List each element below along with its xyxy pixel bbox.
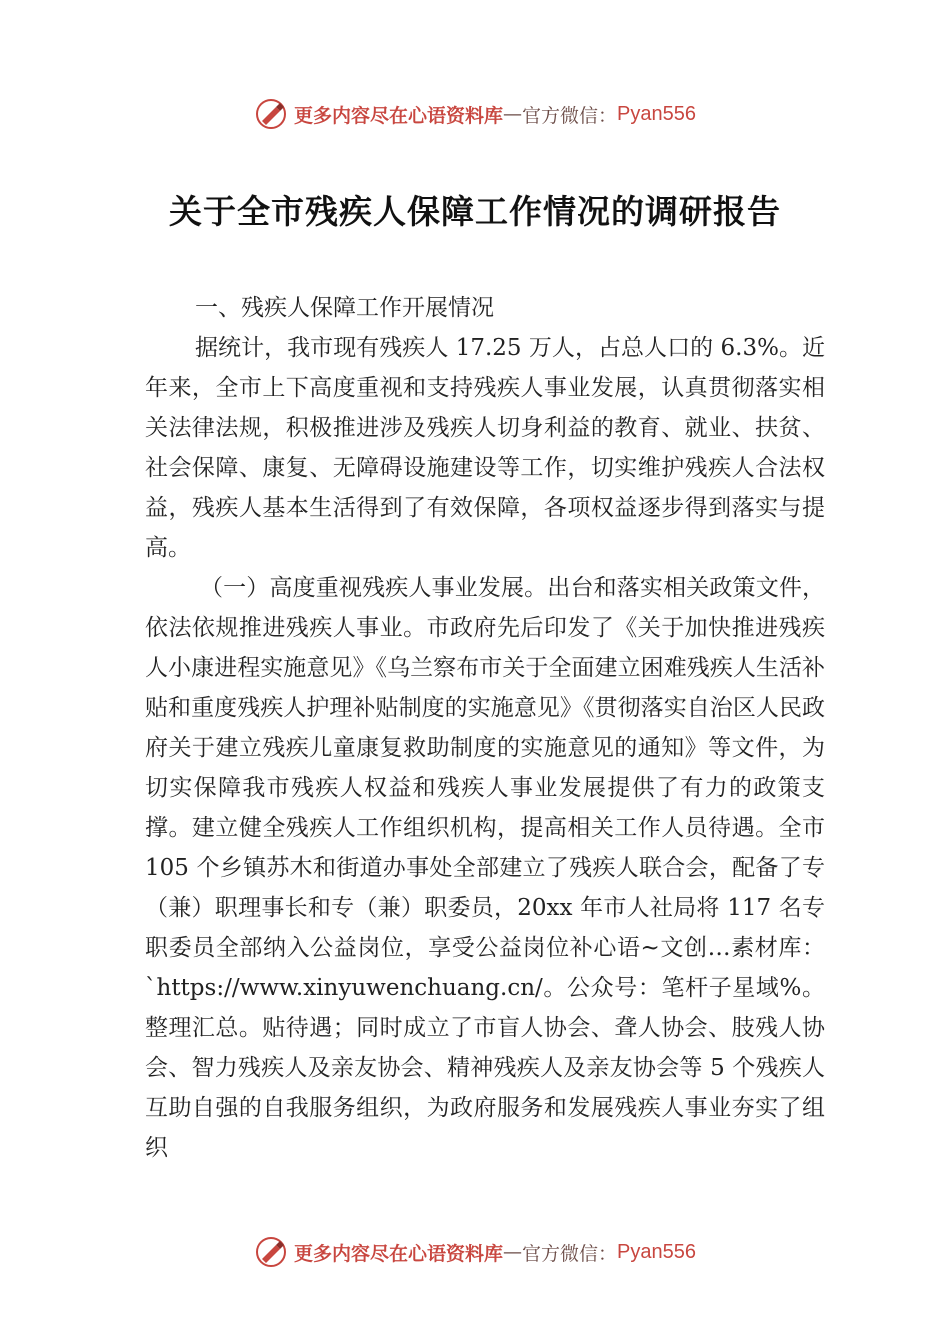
- watermark-wechat-id: Pyan556: [617, 102, 696, 125]
- watermark-wechat-label: 官方微信：: [522, 104, 618, 127]
- watermark-main-text: 更多内容尽在心语资料库: [294, 104, 504, 127]
- watermark-main-text: 更多内容尽在心语资料库: [294, 1242, 504, 1265]
- paragraph-statistics: 据统计，我市现有残疾人 17.25 万人，占总人口的 6.3%。近年来，全市上下高度重视和支持残疾人事业发展，认真贯彻落实相关法律法规，积极推进涉及残疾人切身利益的教育、就业、扶贫、社会保障、康复、无障碍设施建设等工作，切实维护残疾人合法权益，残疾人基本生活得到了有效保障，各项权益逐步得到落实与提高。: [145, 335, 825, 561]
- document-title: 关于全市残疾人保障工作情况的调研报告: [169, 192, 781, 231]
- pen-logo-icon: [254, 1235, 288, 1269]
- header-watermark: [0, 94, 950, 134]
- footer-watermark: [0, 1232, 950, 1272]
- document-body: [145, 288, 825, 1168]
- watermark-dash: —: [503, 1241, 523, 1263]
- section-heading: 一、残疾人保障工作开展情况: [195, 295, 494, 321]
- watermark-dash: —: [503, 103, 523, 125]
- paragraph-policy: （一）高度重视残疾人事业发展。出台和落实相关政策文件，依法依规推进残疾人事业。市政府先后印发了《关于加快推进残疾人小康进程实施意见》《乌兰察布市关于全面建立困难残疾人生活补贴和重度残疾人护理补贴制度的实施意见》《贯彻落实自治区人民政府关于建立残疾儿童康复救助制度的实施意见的通知》等文件，为切实保障我市残疾人权益和残疾人事业发展提供了有力的政策支撑。建立健全残疾人工作组织机构，提高相关工作人员待遇。全市 105 个乡镇苏木和街道办事处全部建立了残疾人联合会，配备了专（兼）职理事长和专（兼）职委员，20xx 年市人社局将 117 名专职委员全部纳入公益岗位，享受公益岗位补心语~文创…素材库：`https://www.xinyuwenchuang.cn/。公众号：笔杆子星域%。整理汇总。贴待遇；同时成立了市盲人协会、聋人协会、肢残人协会、智力残疾人及亲友协会、精神残疾人及亲友协会等 5 个残疾人互助自强的自我服务组织，为政府服务和发展残疾人事业夯实了组织: [145, 575, 825, 1161]
- watermark-wechat-id: Pyan556: [617, 1240, 696, 1263]
- pen-logo-icon: [254, 97, 288, 131]
- watermark-wechat-label: 官方微信：: [522, 1242, 618, 1265]
